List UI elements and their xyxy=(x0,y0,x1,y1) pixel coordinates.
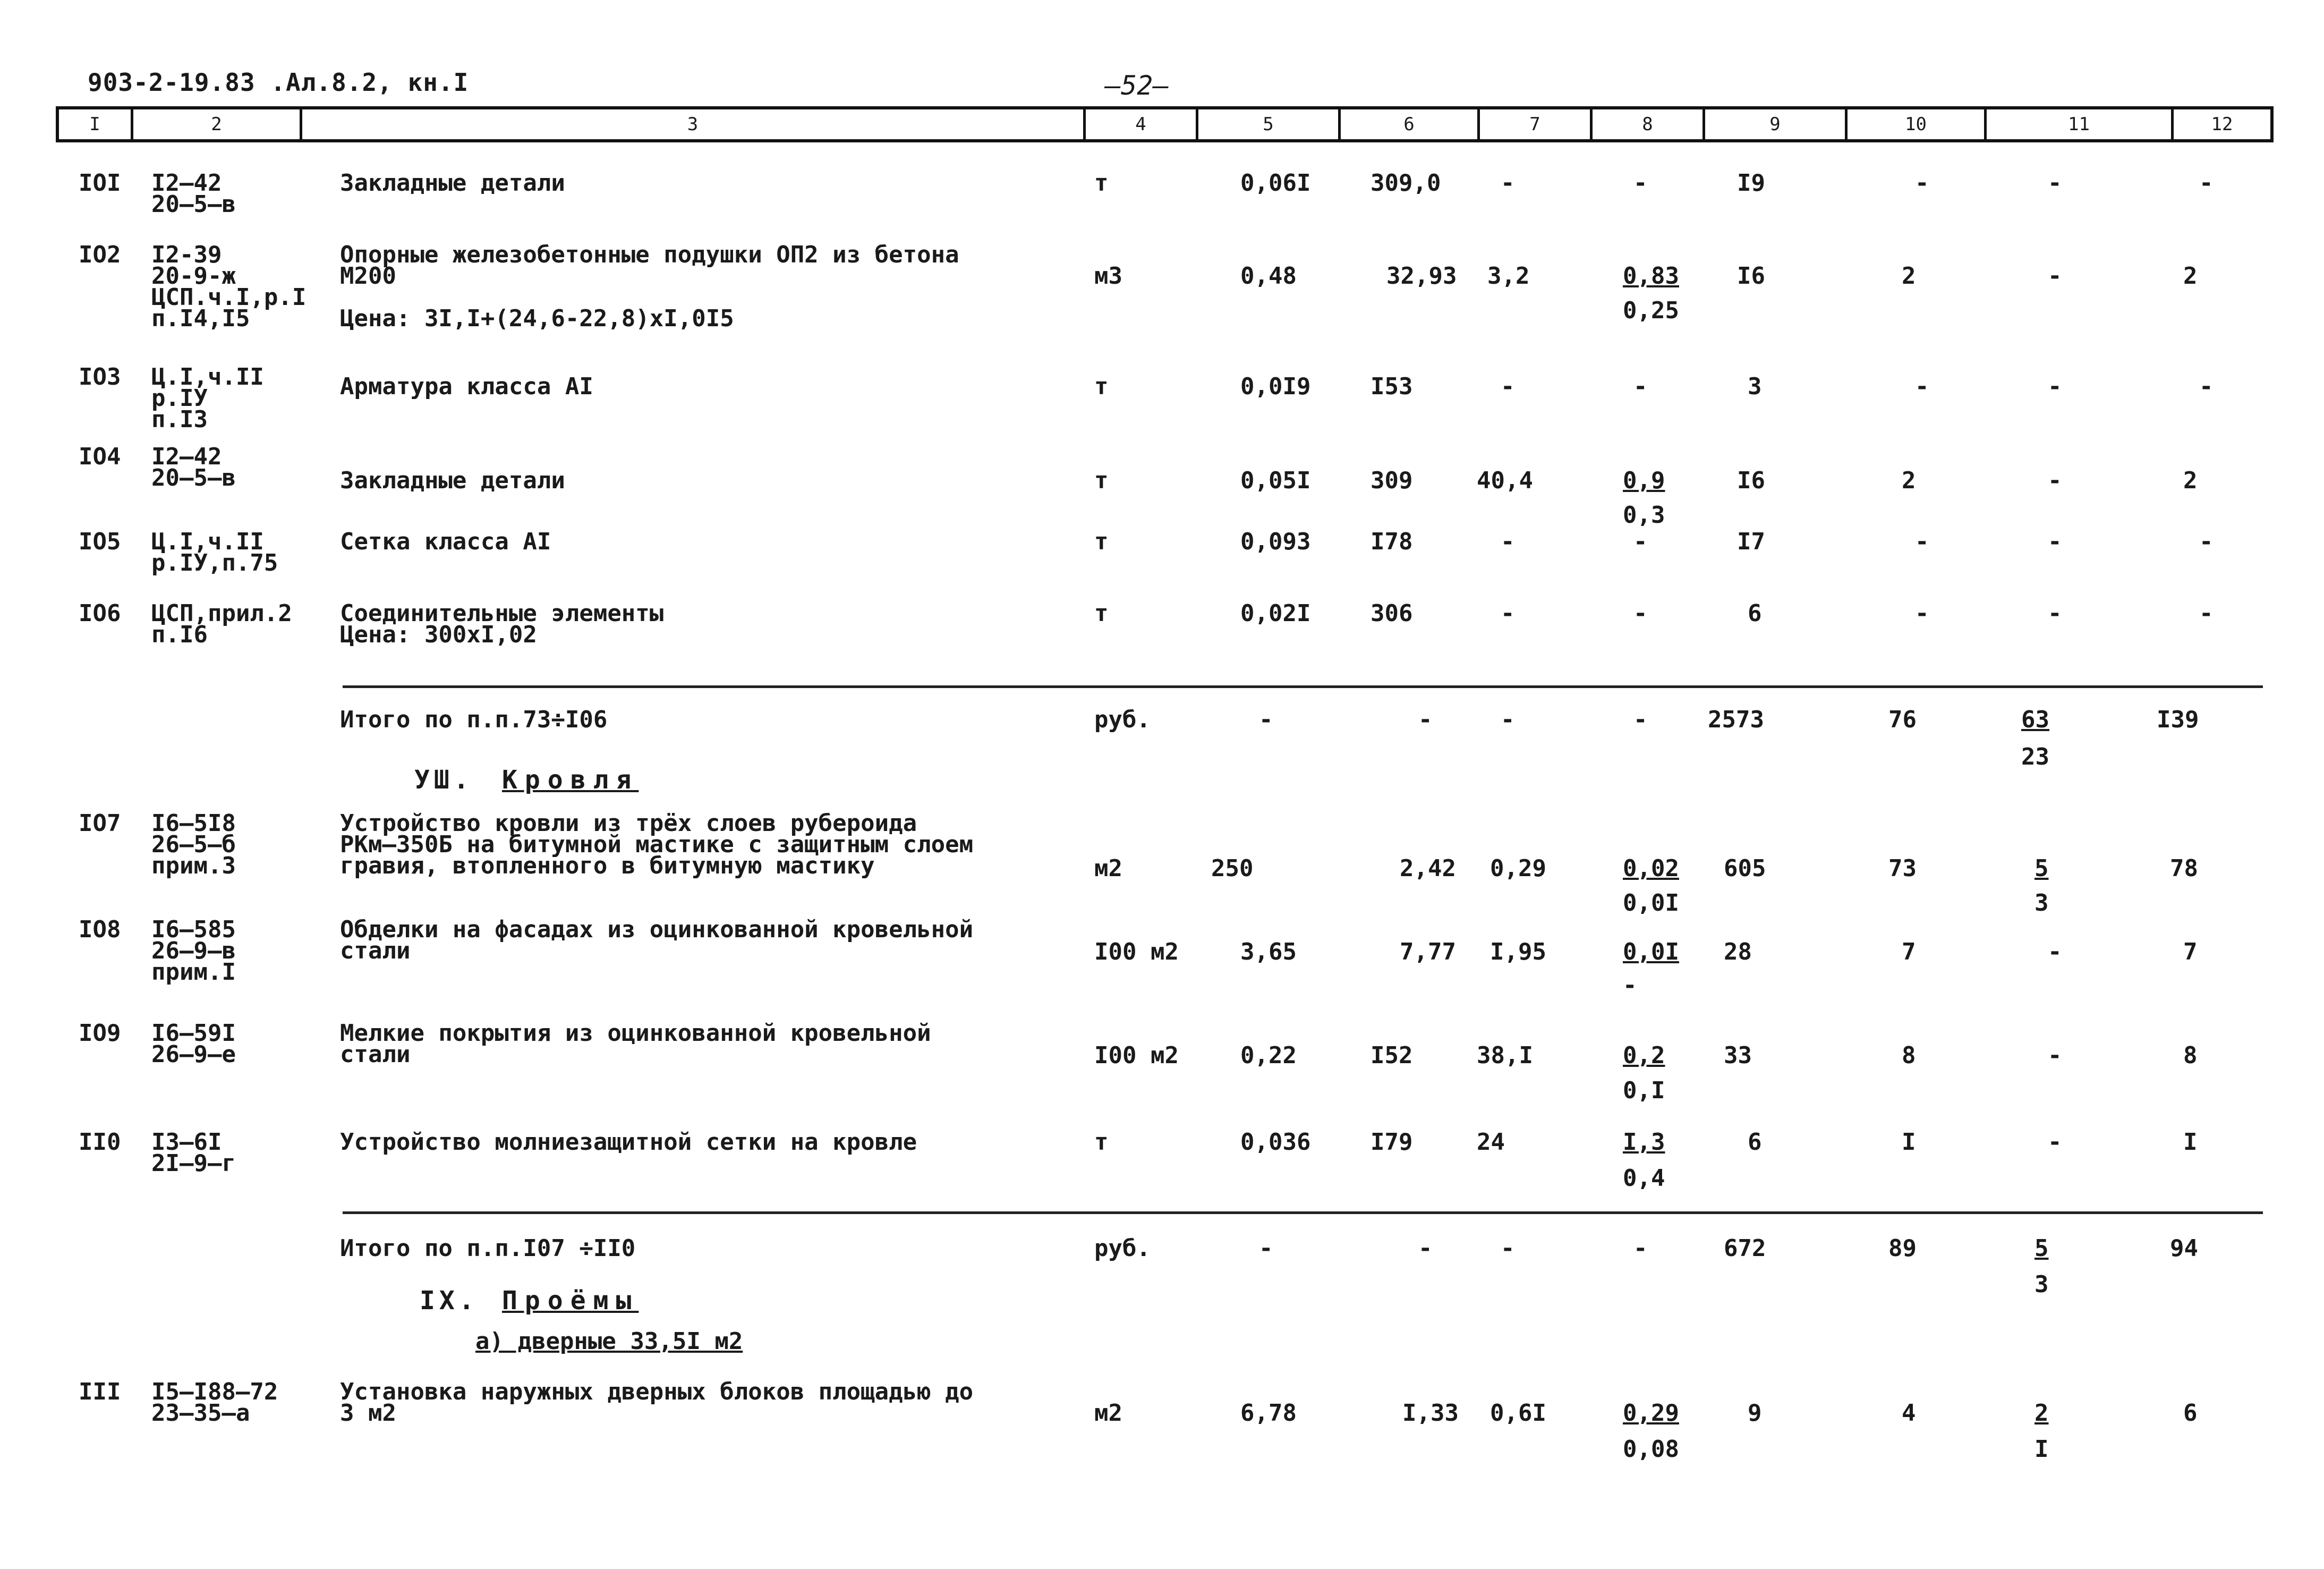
col9-value: I7 xyxy=(1737,528,1765,555)
norm-code: I6—5I8 26—5—б прим.3 xyxy=(151,810,236,879)
col9-value: 6 xyxy=(1748,1129,1762,1156)
col-header-2: 2 xyxy=(133,109,302,139)
col11-value: - xyxy=(2048,169,2062,197)
row-number: IOI xyxy=(79,169,121,197)
col-header-10: 10 xyxy=(1848,109,1987,139)
col11-value: - xyxy=(2048,938,2062,965)
col10-value: 2 xyxy=(1902,467,1916,494)
col11-value: - xyxy=(2048,262,2062,290)
col9-value: I6 xyxy=(1737,262,1765,290)
col11-value: 2 xyxy=(2034,1400,2049,1427)
col-header-8: 8 xyxy=(1593,109,1705,139)
unit-price: 7,77 xyxy=(1400,938,1456,965)
col12-value: 94 xyxy=(2170,1235,2198,1262)
unit: т xyxy=(1094,169,1109,197)
col-header-1: I xyxy=(59,109,133,139)
col7-value: 0,6I xyxy=(1490,1400,1546,1427)
quantity: 0,02I xyxy=(1240,600,1311,627)
unit: м2 xyxy=(1094,855,1122,882)
work-description: Обделки на фасадах из оцинкованной кровельной стали xyxy=(340,916,974,964)
col12-value: - xyxy=(2199,600,2214,627)
col11-subvalue: 3 xyxy=(2034,1271,2049,1298)
norm-code: I2—42 20—5—в xyxy=(151,169,236,218)
col12-value: - xyxy=(2199,169,2214,197)
unit: руб. xyxy=(1094,1235,1151,1262)
col9-value: 3 xyxy=(1748,373,1762,400)
total-divider xyxy=(343,1211,2263,1214)
col8-value: 0,0I xyxy=(1623,938,1679,965)
quantity: - xyxy=(1259,1235,1273,1262)
work-description: Закладные детали xyxy=(340,169,565,197)
row-number: IO6 xyxy=(79,600,121,627)
unit: т xyxy=(1094,1129,1109,1156)
col12-value: - xyxy=(2199,373,2214,400)
quantity: 0,0I9 xyxy=(1240,373,1311,400)
col7-value: 40,4 xyxy=(1477,467,1533,494)
row-number: IO7 xyxy=(79,810,121,837)
unit-price: I,33 xyxy=(1402,1400,1459,1427)
norm-code: I6—59I 26—9—е xyxy=(151,1020,236,1068)
document-code: 903-2-19.83 .Ал.8.2, кн.I xyxy=(88,68,469,97)
norm-code: I6—585 26—9—в прим.I xyxy=(151,916,236,986)
col12-value: 78 xyxy=(2170,855,2198,882)
unit-price: - xyxy=(1418,1235,1433,1262)
unit: м3 xyxy=(1094,262,1122,290)
col8-value: I,3 xyxy=(1623,1129,1665,1156)
col8-value: 0,29 xyxy=(1623,1400,1679,1427)
col-header-12: 12 xyxy=(2211,114,2233,135)
total-label: Итого по п.п.73÷I06 xyxy=(340,706,608,733)
col9-value: 605 xyxy=(1724,855,1766,882)
col-header-4: 4 xyxy=(1086,109,1198,139)
norm-code: I2-39 20-9-ж ЦСП.ч.I,р.I п.I4,I5 xyxy=(151,241,307,332)
work-description: Опорные железобетонные подушки ОП2 из бетона М200 Цена: 3I,I+(24,6-22,8)xI,0I5 xyxy=(340,241,959,332)
row-number: IO9 xyxy=(79,1020,121,1047)
col8-subvalue: 0,08 xyxy=(1623,1436,1679,1463)
quantity: 0,093 xyxy=(1240,528,1311,555)
col10-value: 4 xyxy=(1902,1400,1916,1427)
page-number: —52— xyxy=(1105,70,1169,101)
col9-value: I9 xyxy=(1737,169,1765,197)
row-number: IO2 xyxy=(79,241,121,268)
norm-code: I2—42 20—5—в xyxy=(151,443,236,491)
col10-value: 73 xyxy=(1888,855,1917,882)
col7-value: - xyxy=(1501,528,1515,555)
col11-subvalue: 3 xyxy=(2034,889,2049,917)
col12-value: 2 xyxy=(2183,262,2198,290)
quantity: 0,05I xyxy=(1240,467,1311,494)
unit-price: I78 xyxy=(1370,528,1413,555)
col10-value: - xyxy=(1915,528,1929,555)
col11-value: - xyxy=(2048,467,2062,494)
col8-value: - xyxy=(1633,1235,1648,1262)
norm-code: Ц.I,ч.II р.IУ п.I3 xyxy=(151,363,264,433)
col9-value: 28 xyxy=(1724,938,1752,965)
col12-value: I39 xyxy=(2157,706,2199,733)
col-header-5: 5 xyxy=(1198,109,1341,139)
col10-value: - xyxy=(1915,600,1929,627)
quantity: 250 xyxy=(1211,855,1254,882)
col7-value: - xyxy=(1501,600,1515,627)
col7-value: 3,2 xyxy=(1487,262,1530,290)
col8-subvalue: 0,25 xyxy=(1623,297,1679,324)
norm-code: Ц.I,ч.II р.IУ,п.75 xyxy=(151,528,278,576)
col-header-7: 7 xyxy=(1480,109,1593,139)
col12-value: 2 xyxy=(2183,467,2198,494)
col10-value: 8 xyxy=(1902,1042,1916,1069)
row-number: IO4 xyxy=(79,443,121,470)
col7-value: 0,29 xyxy=(1490,855,1546,882)
col8-subvalue: - xyxy=(1623,972,1637,999)
col11-value: - xyxy=(2048,373,2062,400)
work-description: Установка наружных дверных блоков площадью до 3 м2 xyxy=(340,1378,974,1427)
col12-value: 6 xyxy=(2183,1400,2198,1427)
work-description: Мелкие покрытия из оцинкованной кровельной стали xyxy=(340,1020,931,1068)
col8-value: - xyxy=(1633,706,1648,733)
col8-value: 0,9 xyxy=(1623,467,1665,494)
col9-value: 2573 xyxy=(1708,706,1764,733)
work-description: Арматура класса АI xyxy=(340,373,593,400)
col7-value: - xyxy=(1501,373,1515,400)
col-header-6: 6 xyxy=(1341,109,1480,139)
col11-value: 63 xyxy=(2021,706,2049,733)
col9-value: 33 xyxy=(1724,1042,1752,1069)
col7-value: - xyxy=(1501,1235,1515,1262)
col11-value: 5 xyxy=(2034,1235,2049,1262)
quantity: 0,06I xyxy=(1240,169,1311,197)
col10-value: - xyxy=(1915,169,1929,197)
col9-value: 6 xyxy=(1748,600,1762,627)
unit-price: 309,0 xyxy=(1370,169,1441,197)
quantity: 6,78 xyxy=(1240,1400,1297,1427)
col8-value: - xyxy=(1633,169,1648,197)
work-description: Устройство молниезащитной сетки на кровле xyxy=(340,1129,917,1156)
row-number: II0 xyxy=(79,1129,121,1156)
col7-value: I,95 xyxy=(1490,938,1546,965)
section-title: Проёмы xyxy=(502,1286,639,1316)
col12-value: 7 xyxy=(2183,938,2198,965)
col8-value: - xyxy=(1633,528,1648,555)
col8-value: 0,83 xyxy=(1623,262,1679,290)
row-number: IO3 xyxy=(79,363,121,391)
col11-subvalue: 23 xyxy=(2021,743,2049,770)
quantity: 0,036 xyxy=(1240,1129,1311,1156)
work-description: Соединительные элементы Цена: 300xI,02 xyxy=(340,600,664,648)
unit: I00 м2 xyxy=(1094,938,1179,965)
quantity: 0,48 xyxy=(1240,262,1297,290)
col8-value: - xyxy=(1633,600,1648,627)
column-header-row xyxy=(56,106,2274,142)
quantity: 0,22 xyxy=(1240,1042,1297,1069)
subsection-title: а) дверные 33,5I м2 xyxy=(475,1328,743,1355)
norm-code: I5—I88—72 23—35—а xyxy=(151,1378,278,1427)
unit-price: 32,93 xyxy=(1386,262,1457,290)
col10-value: 7 xyxy=(1902,938,1916,965)
unit-price: I53 xyxy=(1370,373,1413,400)
unit: т xyxy=(1094,528,1109,555)
col7-value: - xyxy=(1501,169,1515,197)
section-number: IX. xyxy=(420,1286,479,1316)
work-description: Сетка класса АI xyxy=(340,528,551,555)
unit-price: - xyxy=(1418,706,1433,733)
col8-value: - xyxy=(1633,373,1648,400)
col9-value: 672 xyxy=(1724,1235,1766,1262)
unit: руб. xyxy=(1094,706,1151,733)
col8-subvalue: 0,4 xyxy=(1623,1165,1665,1192)
unit: т xyxy=(1094,467,1109,494)
unit: т xyxy=(1094,373,1109,400)
col-header-11: 11 xyxy=(1987,109,2174,139)
col11-value: - xyxy=(2048,600,2062,627)
total-label: Итого по п.п.I07 ÷II0 xyxy=(340,1235,636,1262)
col9-value: I6 xyxy=(1737,467,1765,494)
total-divider xyxy=(343,685,2263,688)
quantity: - xyxy=(1259,706,1273,733)
col8-value: 0,02 xyxy=(1623,855,1679,882)
col7-value: 24 xyxy=(1477,1129,1505,1156)
col8-subvalue: 0,0I xyxy=(1623,889,1679,917)
col11-value: - xyxy=(2048,1042,2062,1069)
col10-value: I xyxy=(1902,1129,1916,1156)
col11-value: - xyxy=(2048,528,2062,555)
unit-price: 2,42 xyxy=(1400,855,1456,882)
col12-value: I xyxy=(2183,1129,2198,1156)
col8-value: 0,2 xyxy=(1623,1042,1665,1069)
norm-code: I3—6I 2I—9—г xyxy=(151,1129,236,1177)
col10-value: - xyxy=(1915,373,1929,400)
col12-value: 8 xyxy=(2183,1042,2198,1069)
unit: т xyxy=(1094,600,1109,627)
row-number: IO5 xyxy=(79,528,121,555)
col7-value: - xyxy=(1501,706,1515,733)
col9-value: 9 xyxy=(1748,1400,1762,1427)
unit-price: 309 xyxy=(1370,467,1413,494)
unit-price: I52 xyxy=(1370,1042,1413,1069)
work-description: Устройство кровли из трёх слоев рубероида РКм—350Б на битумной мастике с защитным слоем гравия, втопленного в битумную мастику xyxy=(340,810,974,879)
col10-value: 76 xyxy=(1888,706,1917,733)
work-description: Закладные детали xyxy=(340,467,565,494)
unit: I00 м2 xyxy=(1094,1042,1179,1069)
unit-price: 306 xyxy=(1370,600,1413,627)
col10-value: 2 xyxy=(1902,262,1916,290)
col12-value: - xyxy=(2199,528,2214,555)
col-header-3: 3 xyxy=(302,109,1086,139)
col11-value: - xyxy=(2048,1129,2062,1156)
norm-code: ЦСП,прил.2 п.I6 xyxy=(151,600,292,648)
col8-subvalue: 0,3 xyxy=(1623,502,1665,529)
unit-price: I79 xyxy=(1370,1129,1413,1156)
col11-subvalue: I xyxy=(2034,1436,2049,1463)
col7-value: 38,I xyxy=(1477,1042,1533,1069)
section-title: Кровля xyxy=(502,765,639,795)
col10-value: 89 xyxy=(1888,1235,1917,1262)
col8-subvalue: 0,I xyxy=(1623,1077,1665,1104)
row-number: IO8 xyxy=(79,916,121,943)
row-number: III xyxy=(79,1378,121,1405)
col-header-9: 9 xyxy=(1705,109,1848,139)
col11-value: 5 xyxy=(2034,855,2049,882)
unit: м2 xyxy=(1094,1400,1122,1427)
quantity: 3,65 xyxy=(1240,938,1297,965)
section-number: УШ. xyxy=(414,765,473,795)
